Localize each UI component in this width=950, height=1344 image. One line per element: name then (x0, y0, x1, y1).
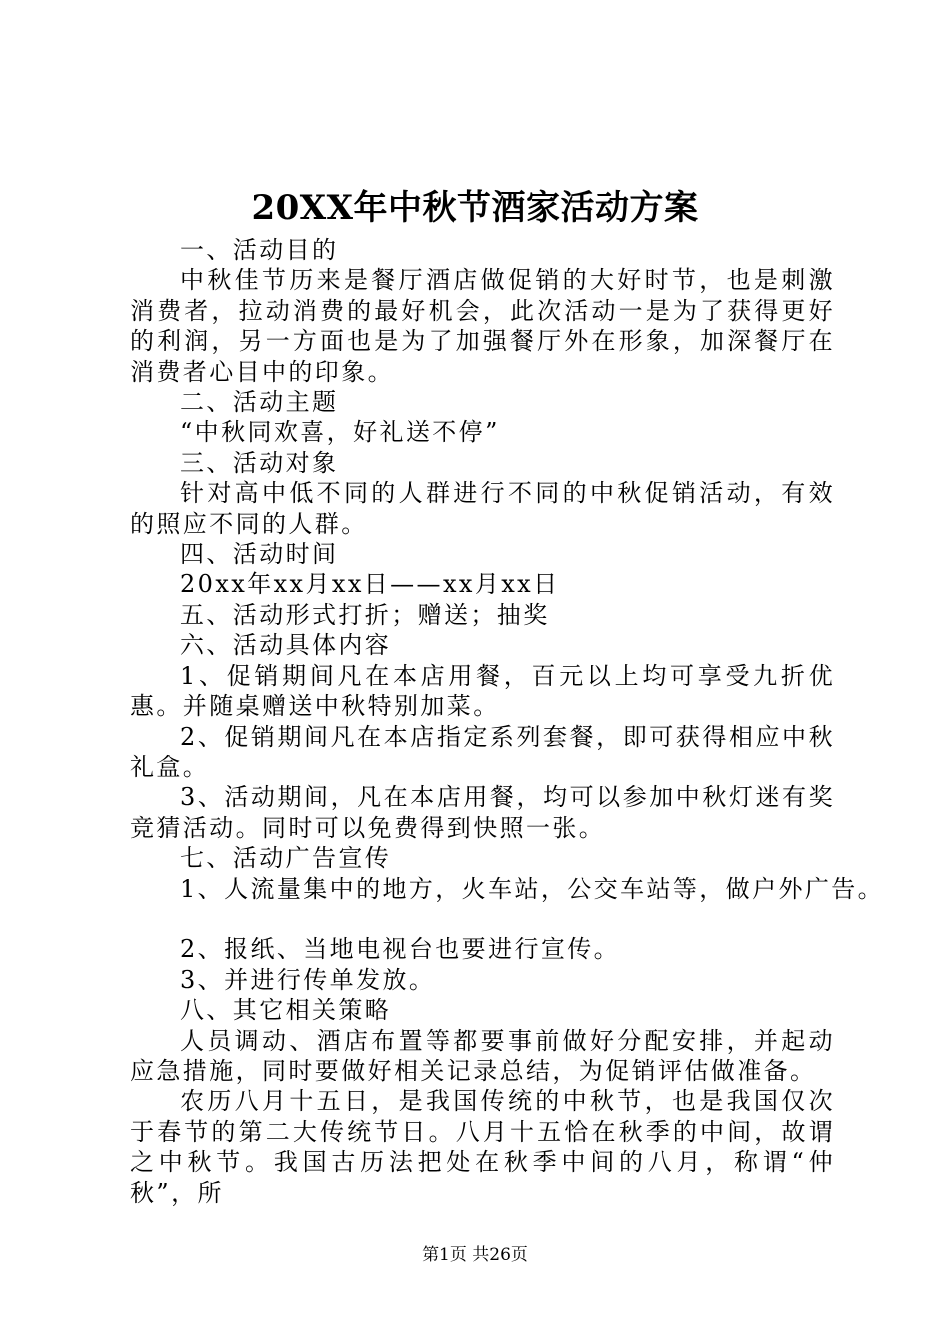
paragraph-advertising-1: 1、人流量集中的地方，火车站，公交车站等，做户外广告。 (180, 874, 885, 903)
heading-time: 四、活动时间 (180, 540, 339, 569)
paragraph-time: 20xx年xx月xx日——xx月xx日 (180, 570, 560, 599)
heading-format: 五、活动形式打折；赠送；抽奖 (180, 600, 550, 629)
paragraph-audience: 针对高中低不同的人群进行不同的中秋促销活动，有效的照应不同的人群。 (130, 479, 835, 538)
heading-advertising: 七、活动广告宣传 (180, 844, 392, 873)
heading-purpose: 一、活动目的 (180, 236, 339, 264)
paragraph-content-2: 2、促销期间凡在本店指定系列套餐，即可获得相应中秋礼盒。 (130, 722, 835, 781)
paragraph-purpose: 中秋佳节历来是餐厅酒店做促销的大好时节，也是刺激消费者，拉动消费的最好机会，此次活动一是为了获得更好的利润，另一方面也是为了加强餐厅外在形象，加深餐厅在消费者心目中的印象。 (130, 266, 835, 386)
document-body (130, 235, 885, 1208)
document-title: 20XX年中秋节酒家活动方案 (251, 188, 699, 228)
paragraph-advertising-3: 3、并进行传单发放。 (180, 965, 436, 994)
heading-audience: 三、活动对象 (180, 448, 339, 477)
heading-other-strategies: 八、其它相关策略 (180, 996, 392, 1025)
paragraph-advertising-2: 2、报纸、当地电视台也要进行宣传。 (180, 935, 621, 964)
paragraph-content-1: 1、促销期间凡在本店用餐，百元以上均可享受九折优惠。并随桌赠送中秋特别加菜。 (130, 661, 835, 721)
paragraph-mid-autumn-origin: 农历八月十五日，是我国传统的中秋节，也是我国仅次于春节的第二大传统节日。八月十五恰在秋季的中间，故谓之中秋节。我国古历法把处在秋季中间的八月，称谓“仲秋”，所 (130, 1087, 835, 1207)
paragraph-other-strategies: 人员调动、酒店布置等都要事前做好分配安排，并起动应急措施，同时要做好相关记录总结，为促销评估做准备。 (130, 1026, 835, 1085)
page-number: 第1页 共26页 (422, 1245, 528, 1265)
heading-content: 六、活动具体内容 (180, 631, 392, 660)
paragraph-content-3: 3、活动期间，凡在本店用餐，均可以参加中秋灯迷有奖竞猜活动。同时可以免费得到快照一张。 (130, 783, 835, 842)
heading-theme: 二、活动主题 (180, 388, 339, 417)
paragraph-theme: “中秋同欢喜，好礼送不停” (180, 418, 500, 447)
